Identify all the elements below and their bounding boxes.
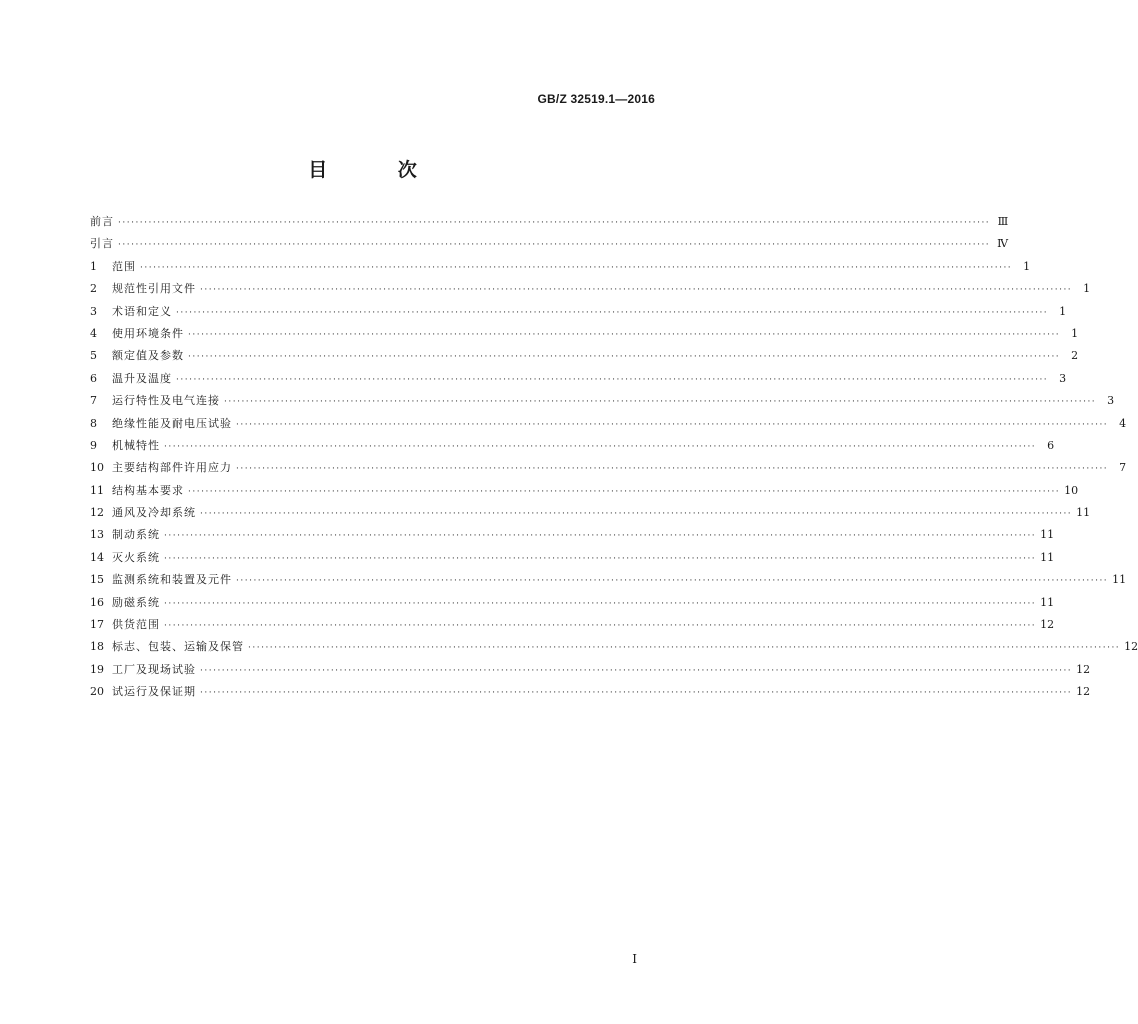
toc-entry-page: 12	[1076, 662, 1091, 676]
toc-entry[interactable]	[90, 256, 1031, 278]
toc-entry[interactable]	[90, 413, 1127, 435]
toc-entry-page: Ⅲ	[997, 215, 1009, 228]
toc-entry-label: 制动系统	[112, 528, 160, 542]
toc-entry[interactable]	[90, 524, 1055, 546]
toc-dot-leader: ········································································································································································································	[224, 397, 1097, 408]
toc-entry-page: 1	[1059, 304, 1067, 318]
toc-entry[interactable]	[90, 301, 1067, 323]
toc-entry[interactable]	[90, 345, 1079, 367]
toc-entry[interactable]	[90, 681, 1091, 703]
toc-entry-label: 监测系统和装置及元件	[112, 573, 232, 587]
toc-entry-number: 9	[90, 438, 97, 452]
toc-entry-number: 1	[90, 259, 97, 273]
toc-entry-page: 3	[1059, 371, 1067, 385]
toc-entry-page: 4	[1119, 416, 1127, 430]
toc-entry[interactable]	[90, 233, 1009, 255]
toc-entry[interactable]	[90, 547, 1055, 569]
toc-entry-page: 2	[1071, 349, 1079, 363]
toc-dot-leader: ········································································································································································································	[188, 486, 1061, 497]
toc-entry[interactable]	[90, 390, 1115, 412]
toc-entry-page: 12	[1124, 640, 1138, 654]
toc-entry-page: 1	[1071, 326, 1079, 340]
toc-entry-number: 17	[90, 618, 104, 632]
toc-entry[interactable]	[90, 659, 1091, 681]
toc-entry-label: 前言	[90, 215, 114, 228]
toc-entry[interactable]	[90, 278, 1091, 300]
toc-entry[interactable]	[90, 480, 1079, 502]
toc-dot-leader: ········································································································································································································	[140, 262, 1013, 273]
toc-dot-leader: ········································································································································································································	[164, 598, 1037, 609]
toc-entry-label: 温升及温度	[112, 371, 172, 385]
toc-entry-number: 5	[90, 349, 97, 363]
toc-entry-page: 11	[1112, 573, 1127, 587]
toc-entry-label: 标志、包装、运输及保管	[112, 640, 244, 654]
toc-entry-page: 11	[1040, 550, 1055, 564]
toc-entry-number: 13	[90, 528, 104, 542]
toc-entry-label: 使用环境条件	[112, 326, 184, 340]
toc-dot-leader: ········································································································································································································	[118, 218, 991, 228]
toc-dot-leader: ········································································································································································································	[176, 374, 1049, 385]
toc-entry-number: 8	[90, 416, 97, 430]
page-number: I	[632, 952, 637, 966]
toc-entry-label: 范围	[112, 259, 136, 273]
toc-entry-label: 励磁系统	[112, 595, 160, 609]
toc-dot-leader: ········································································································································································································	[236, 576, 1109, 587]
toc-entry-label: 机械特性	[112, 438, 160, 452]
toc-entry-number: 11	[90, 483, 104, 497]
toc-entry-page: 1	[1023, 259, 1031, 273]
toc-entry-number: 16	[90, 595, 104, 609]
toc-entry-number: 20	[90, 685, 104, 699]
toc-entry-number: 15	[90, 573, 104, 587]
toc-entry-label: 运行特性及电气连接	[112, 394, 220, 408]
toc-entry-label: 绝缘性能及耐电压试验	[112, 416, 232, 430]
toc-dot-leader: ········································································································································································································	[164, 531, 1037, 542]
toc-dot-leader: ········································································································································································································	[200, 509, 1073, 520]
toc-entry-number: 14	[90, 550, 104, 564]
toc-entry-label: 结构基本要求	[112, 483, 184, 497]
toc-entry-page: 10	[1064, 483, 1079, 497]
toc-entry[interactable]	[90, 368, 1067, 390]
toc-entry-label: 灭火系统	[112, 550, 160, 564]
toc-entry[interactable]	[90, 435, 1055, 457]
toc-dot-leader: ········································································································································································································	[236, 419, 1109, 430]
toc-entry-number: 6	[90, 371, 97, 385]
toc-entry[interactable]	[90, 592, 1055, 614]
toc-entry-number: 19	[90, 662, 104, 676]
toc-dot-leader: ········································································································································································································	[200, 665, 1073, 676]
toc-entry[interactable]	[90, 614, 1055, 636]
toc-entry-number: 18	[90, 640, 104, 654]
toc-entry[interactable]	[90, 211, 1009, 233]
toc-entry-page: 12	[1076, 685, 1091, 699]
toc-entry[interactable]	[90, 323, 1079, 345]
toc-dot-leader: ········································································································································································································	[236, 464, 1109, 475]
toc-entry-label: 术语和定义	[112, 304, 172, 318]
toc-dot-leader: ········································································································································································································	[164, 621, 1037, 632]
toc-entry-number: 7	[90, 394, 97, 408]
toc-entry-page: Ⅳ	[997, 237, 1009, 251]
standard-code: GB/Z 32519.1—2016	[537, 92, 655, 106]
toc-entry-label: 规范性引用文件	[112, 282, 196, 296]
toc-entry-number: 3	[90, 304, 97, 318]
toc-entry-label: 额定值及参数	[112, 349, 184, 363]
toc-dot-leader: ········································································································································································································	[188, 329, 1061, 340]
toc-entry-label: 通风及冷却系统	[112, 506, 196, 520]
toc-dot-leader: ········································································································································································································	[248, 643, 1121, 654]
toc-entry-page: 11	[1040, 528, 1055, 542]
page-title: 目 次	[308, 159, 449, 181]
toc-entry-label: 试运行及保证期	[112, 685, 196, 699]
toc-entry[interactable]	[90, 636, 1138, 658]
toc-entry-page: 11	[1040, 595, 1055, 609]
toc-dot-leader: ········································································································································································································	[200, 688, 1073, 699]
toc-entry-page: 6	[1047, 438, 1055, 452]
toc-entry-number: 10	[90, 461, 104, 475]
toc-dot-leader: ········································································································································································································	[188, 352, 1061, 363]
toc-dot-leader: ········································································································································································································	[164, 553, 1037, 564]
toc-entry-page: 7	[1119, 461, 1127, 475]
toc-entry[interactable]	[90, 569, 1127, 591]
toc-entry-label: 工厂及现场试验	[112, 662, 196, 676]
toc-entry-number: 12	[90, 506, 104, 520]
toc-dot-leader: ········································································································································································································	[118, 240, 991, 251]
toc-entry-page: 3	[1107, 394, 1115, 408]
toc-entry[interactable]	[90, 457, 1127, 479]
toc-entry-label: 供货范围	[112, 618, 160, 632]
toc-dot-leader: ········································································································································································································	[200, 285, 1073, 296]
table-of-contents	[90, 211, 1138, 704]
toc-entry-page: 1	[1083, 282, 1091, 296]
toc-dot-leader: ········································································································································································································	[176, 307, 1049, 318]
toc-entry[interactable]	[90, 502, 1091, 524]
toc-entry-number: 4	[90, 326, 97, 340]
toc-entry-page: 12	[1040, 618, 1055, 632]
toc-entry-number: 2	[90, 282, 97, 296]
toc-entry-label: 主要结构部件许用应力	[112, 461, 232, 475]
toc-entry-page: 11	[1076, 506, 1091, 520]
toc-entry-label: 引言	[90, 237, 114, 251]
toc-dot-leader: ········································································································································································································	[164, 441, 1037, 452]
